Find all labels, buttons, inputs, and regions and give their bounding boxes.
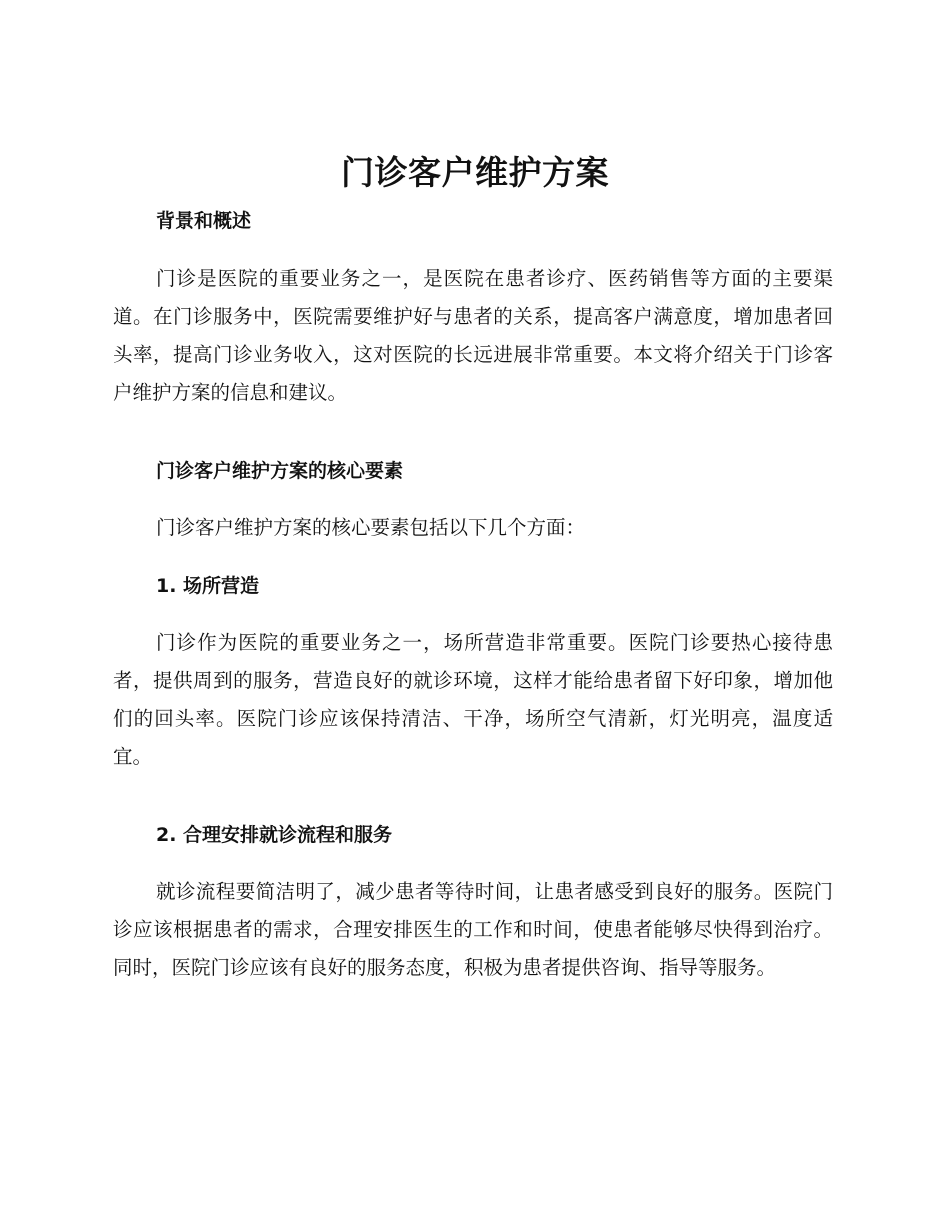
section-heading-venue: 1. 场所营造 <box>156 575 260 597</box>
section-heading-background: 背景和概述 <box>156 210 252 232</box>
section-heading-core-elements: 门诊客户维护方案的核心要素 <box>156 460 404 482</box>
paragraph-process: 就诊流程要简洁明了，减少患者等待时间，让患者感受到良好的服务。医院门诊应该根据患者的需求，合理安排医生的工作和时间，使患者能够尽快得到治疗。同时，医院门诊应该有良好的服务态度，积极为患者提供咨询、指导等服务。 <box>113 880 833 979</box>
section-heading-process: 2. 合理安排就诊流程和服务 <box>156 824 393 846</box>
paragraph-venue: 门诊作为医院的重要业务之一，场所营造非常重要。医院门诊要热心接待患者，提供周到的服务，营造良好的就诊环境，这样才能给患者留下好印象，增加他们的回头率。医院门诊应该保持清洁、干净，场所空气清新，灯光明亮，温度适宜。 <box>113 631 833 768</box>
paragraph-core-elements-intro: 门诊客户维护方案的核心要素包括以下几个方面： <box>156 516 586 539</box>
document-title: 门诊客户维护方案 <box>341 153 609 192</box>
paragraph-background: 门诊是医院的重要业务之一，是医院在患者诊疗、医药销售等方面的主要渠道。在门诊服务中，医院需要维护好与患者的关系，提高客户满意度，增加患者回头率，提高门诊业务收入，这对医院的长远进展非常重要。本文将介绍关于门诊客户维护方案的信息和建议。 <box>113 267 833 404</box>
